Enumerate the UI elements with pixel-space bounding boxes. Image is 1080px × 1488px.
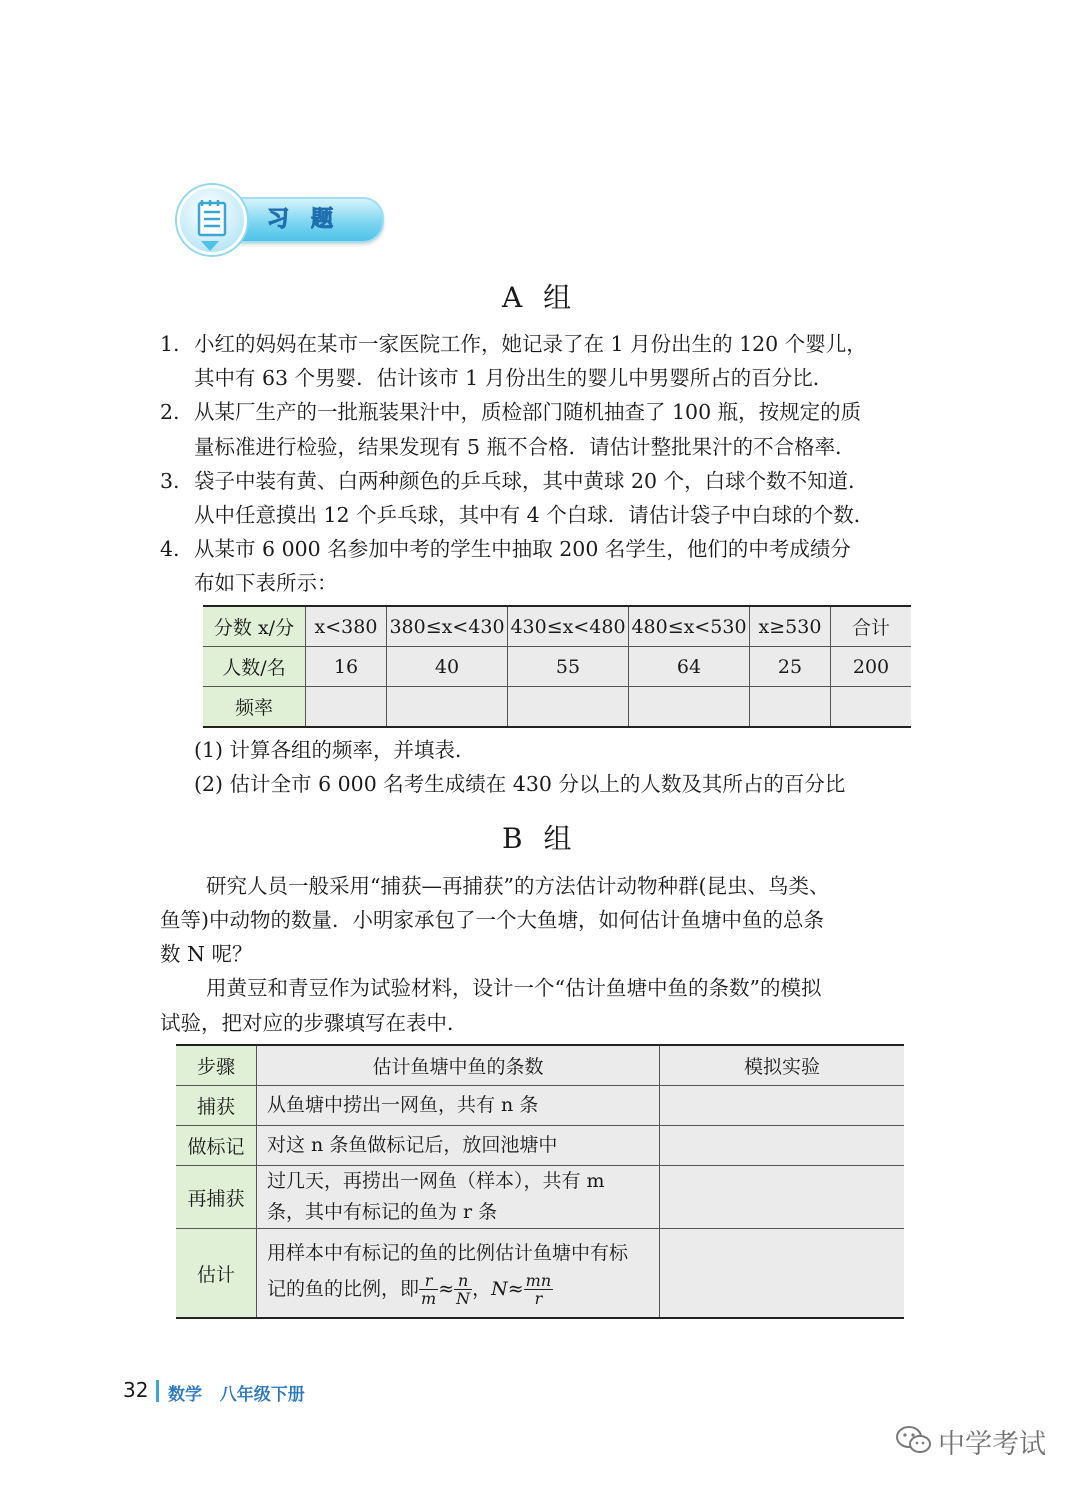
- question-line: 袋子中装有黄、白两种颜色的乒乓球，其中黄球 20 个，白球个数不知道．: [194, 469, 869, 493]
- paragraph-line: 研究人员一般采用“捕获—再捕获”的方法估计动物种群(昆虫、鸟类、: [206, 874, 830, 898]
- table-cell-empty: [387, 687, 508, 728]
- question-line: 从某市 6 000 名参加中考的学生中抽取 200 名学生，他们的中考成绩分: [194, 537, 851, 561]
- paragraph-line: 用黄豆和青豆作为试验材料，设计一个“估计鱼塘中鱼的条数”的模拟: [206, 976, 822, 1000]
- step-description-line: 过几天，再捞出一网鱼（样本），共有 m: [267, 1170, 605, 1192]
- step-label: 估计: [176, 1229, 257, 1319]
- question-line: 布如下表所示：: [194, 571, 338, 595]
- fraction-n-over-N: $\frac{n}{N}$: [456, 1271, 471, 1308]
- question-line: 其中有 63 个男婴．估计该市 1 月份出生的婴儿中男婴所占的百分比．: [194, 366, 834, 390]
- table-header-cell: 480≤x<530: [629, 606, 750, 647]
- question-number: 3.: [160, 469, 180, 493]
- table-row: [203, 647, 911, 687]
- footer-book-title: [168, 1380, 305, 1405]
- paragraph-line: 鱼等)中动物的数量．小明家承包了一个大鱼塘，如何估计鱼塘中鱼的总条: [160, 908, 824, 932]
- table-row: [176, 1086, 904, 1126]
- step-description-line: 条，其中有标记的鱼为 r 条: [267, 1201, 498, 1223]
- table-row: [176, 1166, 904, 1229]
- table-cell: 40: [387, 647, 508, 687]
- paragraph-line: 数 N 呢？: [160, 942, 253, 966]
- exercise-banner: [155, 185, 383, 251]
- page-number: 32: [123, 1378, 149, 1402]
- approx-sign: ≈: [438, 1277, 455, 1300]
- table-cell-empty: [660, 1086, 905, 1126]
- formula-lhs: N≈: [491, 1277, 524, 1300]
- table-row: [203, 606, 911, 647]
- step-description-line: 用样本中有标记的鱼的比例估计鱼塘中有标: [267, 1241, 629, 1264]
- table-cell: 16: [306, 647, 387, 687]
- table-row-label: 频率: [203, 687, 306, 728]
- table-cell: 64: [629, 647, 750, 687]
- step-table: [176, 1044, 904, 1319]
- separator: ，: [472, 1277, 492, 1300]
- table-row: [176, 1126, 904, 1166]
- step-label: 再捕获: [176, 1166, 257, 1229]
- table-cell-empty: [660, 1229, 905, 1319]
- step-description: 对这 n 条鱼做标记后，放回池塘中: [257, 1126, 660, 1166]
- table-header-cell: 模拟实验: [660, 1045, 905, 1086]
- question-line: 量标准进行检验，结果发现有 5 瓶不合格．请估计整批果汁的不合格率．: [194, 435, 856, 459]
- table-header-cell: x≥530: [750, 606, 831, 647]
- table-header-cell: 合计: [831, 606, 912, 647]
- table-cell: 25: [750, 647, 831, 687]
- section-a-title: A 组: [502, 281, 578, 314]
- step-description: [257, 1229, 660, 1319]
- table-header-cell: 估计鱼塘中鱼的条数: [257, 1045, 660, 1086]
- watermark-text: 中学考试: [938, 1429, 1046, 1460]
- table-cell-empty: [660, 1166, 905, 1229]
- table-header-cell: 步骤: [176, 1045, 257, 1086]
- table-cell-empty: [750, 687, 831, 728]
- table-row: [176, 1229, 904, 1319]
- section-b-title: B 组: [502, 822, 578, 855]
- table-cell-empty: [831, 687, 912, 728]
- wechat-icon: [895, 1425, 933, 1455]
- table-cell: 200: [831, 647, 912, 687]
- question-number: 1.: [160, 332, 180, 356]
- question-number: 2.: [160, 400, 180, 424]
- table-header-cell: 380≤x<430: [387, 606, 508, 647]
- table-header-cell: x<380: [306, 606, 387, 647]
- question-line: 小红的妈妈在某市一家医院工作，她记录了在 1 月份出生的 120 个婴儿，: [194, 332, 867, 356]
- step-description-line: 记的鱼的比例，即: [267, 1277, 420, 1300]
- table-cell-empty: [508, 687, 629, 728]
- score-table: [203, 605, 911, 728]
- footer-divider: [156, 1380, 159, 1402]
- step-label: 捕获: [176, 1086, 257, 1126]
- table-cell-empty: [629, 687, 750, 728]
- step-label: 做标记: [176, 1126, 257, 1166]
- paragraph-line: 试验，把对应的步骤填写在表中．: [160, 1011, 468, 1035]
- question-number: 4.: [160, 537, 180, 561]
- table-cell: 55: [508, 647, 629, 687]
- table-row-label: 人数/名: [203, 647, 306, 687]
- question-line: 从某厂生产的一批瓶装果汁中，质检部门随机抽查了 100 瓶，按规定的质: [194, 400, 862, 424]
- subquestion-1: (1) 计算各组的频率，并填表．: [194, 738, 476, 762]
- question-line: 从中任意摸出 12 个乒乓球，其中有 4 个白球．请估计袋子中白球的个数．: [194, 503, 875, 527]
- table-cell-empty: [660, 1126, 905, 1166]
- step-description: 从鱼塘中捞出一网鱼，共有 n 条: [257, 1086, 660, 1126]
- step-description: [257, 1166, 660, 1229]
- table-cell-empty: [306, 687, 387, 728]
- footer-subject: 数学: [168, 1385, 202, 1405]
- formula-line: [267, 1269, 659, 1309]
- subquestion-2: (2) 估计全市 6 000 名考生成绩在 430 分以上的人数及其所占的百分比: [194, 772, 846, 796]
- fraction-mn-over-r: $\frac{mn}{r}$: [525, 1271, 552, 1308]
- banner-pointer: [201, 241, 219, 251]
- fraction-r-over-m: $\frac{r}{m}$: [421, 1271, 437, 1308]
- banner-title: 习题: [267, 207, 356, 232]
- table-row: [176, 1045, 904, 1086]
- table-header-cell: 分数 x/分: [203, 606, 306, 647]
- table-row: [203, 687, 911, 728]
- footer-grade: 八年级下册: [219, 1385, 305, 1405]
- table-header-cell: 430≤x<480: [508, 606, 629, 647]
